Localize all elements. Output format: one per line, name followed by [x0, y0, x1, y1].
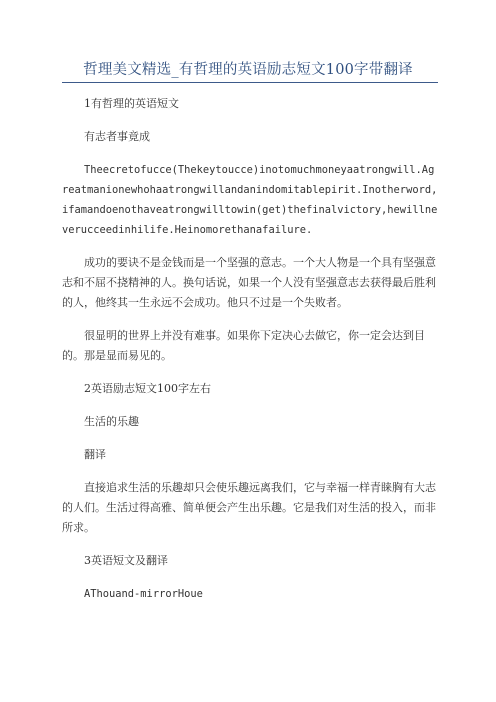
- paragraph: 成功的要诀不是金钱而是一个坚强的意志。一个大人物是一个具有坚强意志和不屈不挠精神的人。换句话说，如果一个人没有坚强意志去获得最后胜利的人，他终其一生永远不会成功。他只不过是一个失败者。: [62, 256, 436, 309]
- section-heading-1: 1有哲理的英语短文: [84, 97, 179, 110]
- paragraph-english: Theecretofucce(Thekeytoucce)inotomuchmoneyaatrongwill.Agreatmanionewhohaatrongwillandanindomitablepirit.Inotherword,ifamandoenothaveatrongwilltowin(get)thefinalvictory,hewillneverucceedinhilife.Heinomorethanafailure.: [62, 164, 438, 236]
- paragraph: 生活的乐趣: [84, 415, 139, 428]
- section-heading-3: 3英语短文及翻译: [84, 554, 168, 567]
- paragraph: 很显明的世界上并没有难事。如果你下定决心去做它，你一定会达到目的。那是显而易见的。: [62, 329, 425, 362]
- section-heading-2: 2英语励志短文100字左右: [84, 382, 211, 395]
- paragraph: 有志者事竟成: [84, 130, 150, 143]
- document-body: [62, 94, 438, 617]
- paragraph: 翻译: [84, 448, 106, 461]
- paragraph: 直接追求生活的乐趣却只会使乐趣远离我们，它与幸福一样青睐胸有大志的人们。生活过得高雅、简单便会产生出乐趣。它是我们对生活的投入，而非所求。: [62, 481, 436, 534]
- title-divider: [62, 82, 438, 83]
- paragraph-english: AThouand-mirrorHoue: [84, 588, 203, 600]
- document-title: 哲理美文精选_有哲理的英语励志短文100字带翻译: [83, 62, 413, 78]
